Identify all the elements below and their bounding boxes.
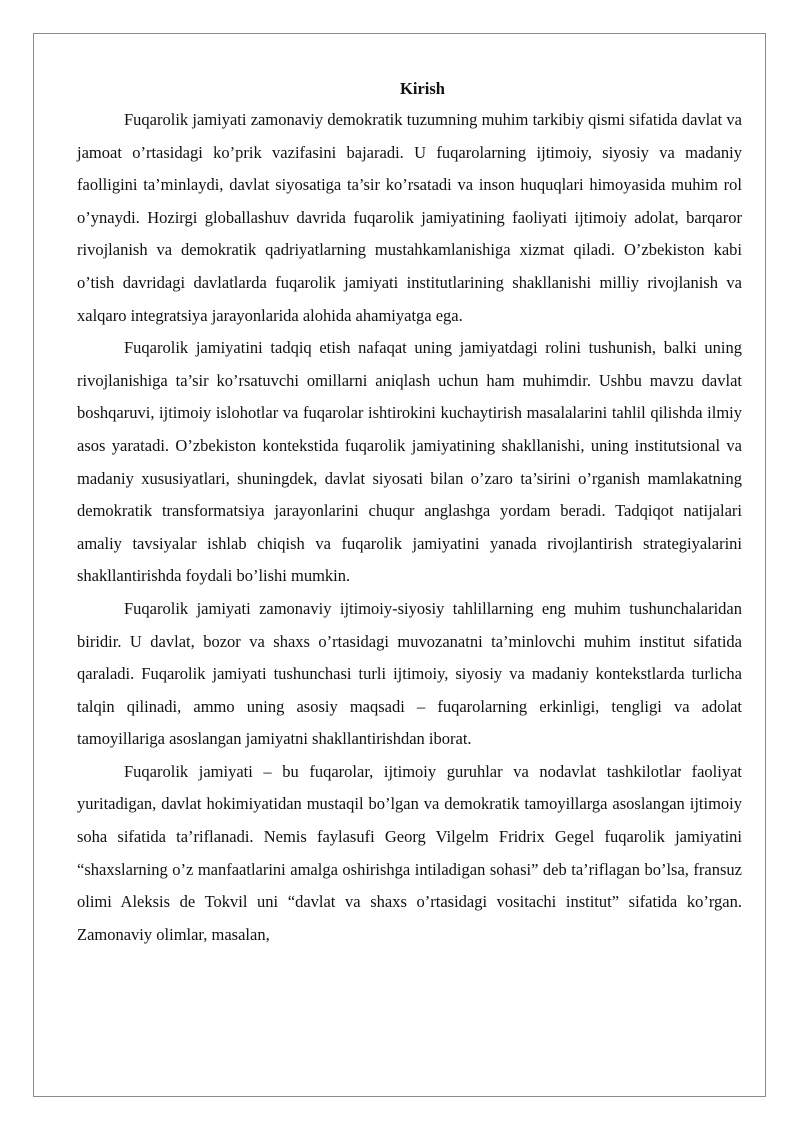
paragraph-3: Fuqarolik jamiyati zamonaviy ijtimoiy-siyosiy tahlillarning eng muhim tushunchalaridan biridir. U davlat, bozor va shaxs o’rtasidagi muvozanatni ta’minlovchi muhim institut sifatida qaraladi. Fuqarolik jamiyati tushunchasi turli ijtimoiy, siyosiy va madaniy kontekstlarda turlicha talqin qilinadi, ammo uning asosiy maqsadi – fuqarolarning erkinligi, tengligi va adolat tamoyillariga asoslangan jamiyatni shakllantirishdan iborat. — [77, 598, 742, 749]
paragraph-1: Fuqarolik jamiyati zamonaviy demokratik tuzumning muhim tarkibiy qismi sifatida davlat va jamoat o’rtasidagi ko’prik vazifasini bajaradi. U fuqarolarning ijtimoiy, siyosiy va madaniy faolligini ta’minlaydi, davlat siyosatiga ta’sir ko’rsatadi va inson huquqlari himoyasida muhim rol o’ynaydi. Hozirgi globallashuv davrida fuqarolik jamiyatining faoliyati ijtimoiy adolat, barqaror rivojlanish va demokratik qadriyatlarning mustahkamlanishiga xizmat qiladi. O’zbekiston kabi o’tish davridagi davlatlarda fuqarolik jamiyati institutlarining shakllanishi milliy rivojlanish va xalqaro integratsiya jarayonlarida alohida ahamiyatga ega. — [77, 110, 742, 325]
section-title: Kirish — [400, 79, 445, 98]
paragraph-2: Fuqarolik jamiyatini tadqiq etish nafaqat uning jamiyatdagi rolini tushunish, balki uning rivojlanishiga ta’sir ko’rsatuvchi omillarni aniqlash uchun ham muhimdir. Ushbu mavzu davlat boshqaruvi, ijtimoiy islohotlar va fuqarolar ishtirokini kuchaytirish masalalarini tahlil qilishda ilmiy asos yaratadi. O’zbekiston kontekstida fuqarolik jamiyatining shakllanishi, uning institutsional va madaniy xususiyatlari, shuningdek, davlat siyosati bilan o’zaro ta’sirini o’rganish mamlakatning demokratik transformatsiya jarayonlarini chuqur anglashga yordam beradi. Tadqiqot natijalari amaliy tavsiyalar ishlab chiqish va fuqarolik jamiyatini yanada rivojlantirish strategiyalarini shakllantirishda foydali bo’lishi mumkin. — [77, 338, 742, 586]
paragraph-4: Fuqarolik jamiyati – bu fuqarolar, ijtimoiy guruhlar va nodavlat tashkilotlar faoliyat yuritadigan, davlat hokimiyatidan mustaqil bo’lgan va demokratik tamoyillarga asoslangan ijtimoiy soha sifatida ta’riflanadi. Nemis faylasufi Georg Vilgelm Fridrix Gegel fuqarolik jamiyatini “shaxslarning o’z manfaatlarini amalga oshirishga intiladigan sohasi” deb ta’riflagan bo’lsa, fransuz olimi Aleksis de Tokvil uni “davlat va shaxs o’rtasidagi vositachi institut” sifatida ko’rgan. Zamonaviy olimlar, masalan, — [77, 761, 742, 944]
document-body — [77, 74, 742, 951]
